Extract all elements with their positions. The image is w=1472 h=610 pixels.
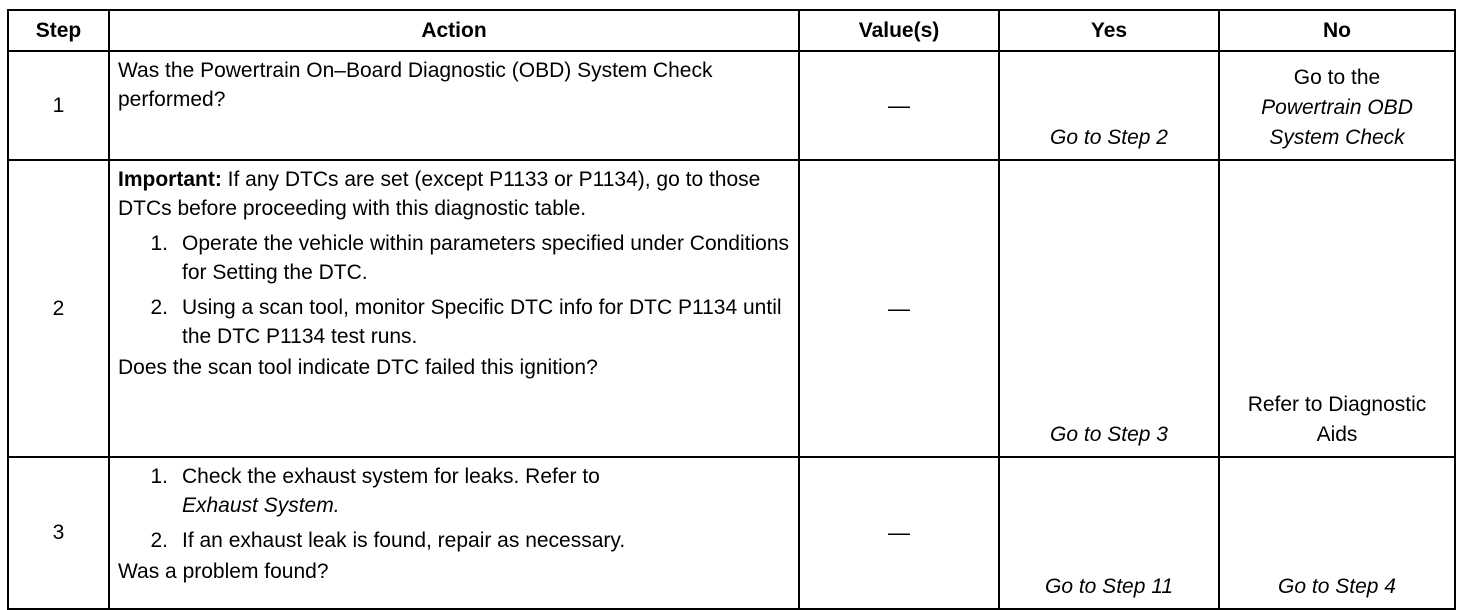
action-cell — [109, 51, 799, 160]
no-reference-text[interactable]: Refer to Diagnostic Aids — [1247, 393, 1427, 446]
substep-text-main: Check the exhaust system for leaks. Refer to — [182, 465, 600, 488]
substep-number: 1. — [150, 232, 168, 255]
no-cell — [1219, 160, 1455, 457]
exhaust-system-reference-link[interactable]: Exhaust System. — [182, 494, 340, 517]
value-cell: — — [799, 51, 999, 160]
yes-cell — [999, 51, 1219, 160]
no-cell — [1219, 51, 1455, 160]
substep-item — [118, 229, 790, 287]
step-number: 3 — [8, 457, 109, 609]
no-text: Go to the — [1293, 66, 1381, 89]
header-values: Value(s) — [799, 10, 999, 51]
substep-text — [182, 462, 790, 520]
substep-text: Operate the vehicle within parameters specified under Conditions for Setting the DTC. — [182, 232, 790, 284]
important-label: Important: — [118, 168, 222, 191]
yes-cell — [999, 457, 1219, 609]
header-yes: Yes — [999, 10, 1219, 51]
step-number: 2 — [8, 160, 109, 457]
substep-number: 2. — [150, 529, 168, 552]
substep-item — [118, 526, 790, 555]
action-cell — [109, 160, 799, 457]
no-goto-link[interactable]: Go to Step 4 — [1278, 575, 1396, 598]
substep-item — [118, 462, 790, 520]
table-row — [8, 51, 1455, 160]
value-cell: — — [799, 457, 999, 609]
header-row — [8, 10, 1455, 51]
substep-number: 1. — [150, 465, 168, 488]
table-row — [8, 160, 1455, 457]
value-cell: — — [799, 160, 999, 457]
diagnostic-table — [7, 9, 1456, 610]
action-question: Does the scan tool indicate DTC failed this ignition? — [118, 356, 598, 379]
header-no: No — [1219, 10, 1455, 51]
yes-goto-link[interactable]: Go to Step 11 — [1044, 575, 1174, 598]
header-action: Action — [109, 10, 799, 51]
yes-goto-link[interactable]: Go to Step 3 — [1050, 423, 1168, 446]
no-reference-link[interactable]: Powertrain OBD System Check — [1261, 96, 1413, 149]
substep-item — [118, 293, 790, 351]
yes-cell — [999, 160, 1219, 457]
header-step: Step — [8, 10, 109, 51]
substep-text: Using a scan tool, monitor Specific DTC info for DTC P1134 until the DTC P1134 test runs. — [182, 296, 782, 348]
step-number: 1 — [8, 51, 109, 160]
no-cell — [1219, 457, 1455, 609]
important-text: If any DTCs are set (except P1133 or P1134), go to those DTCs before proceeding with this diagnostic table. — [118, 168, 761, 220]
substep-number: 2. — [150, 296, 168, 319]
action-question: Was a problem found? — [118, 560, 329, 583]
action-question: Was the Powertrain On–Board Diagnostic (OBD) System Check performed? — [118, 59, 713, 111]
table-row — [8, 457, 1455, 609]
important-note — [118, 165, 790, 223]
action-cell — [109, 457, 799, 609]
yes-goto-link[interactable]: Go to Step 2 — [1050, 126, 1168, 149]
substep-text: If an exhaust leak is found, repair as necessary. — [182, 529, 626, 552]
